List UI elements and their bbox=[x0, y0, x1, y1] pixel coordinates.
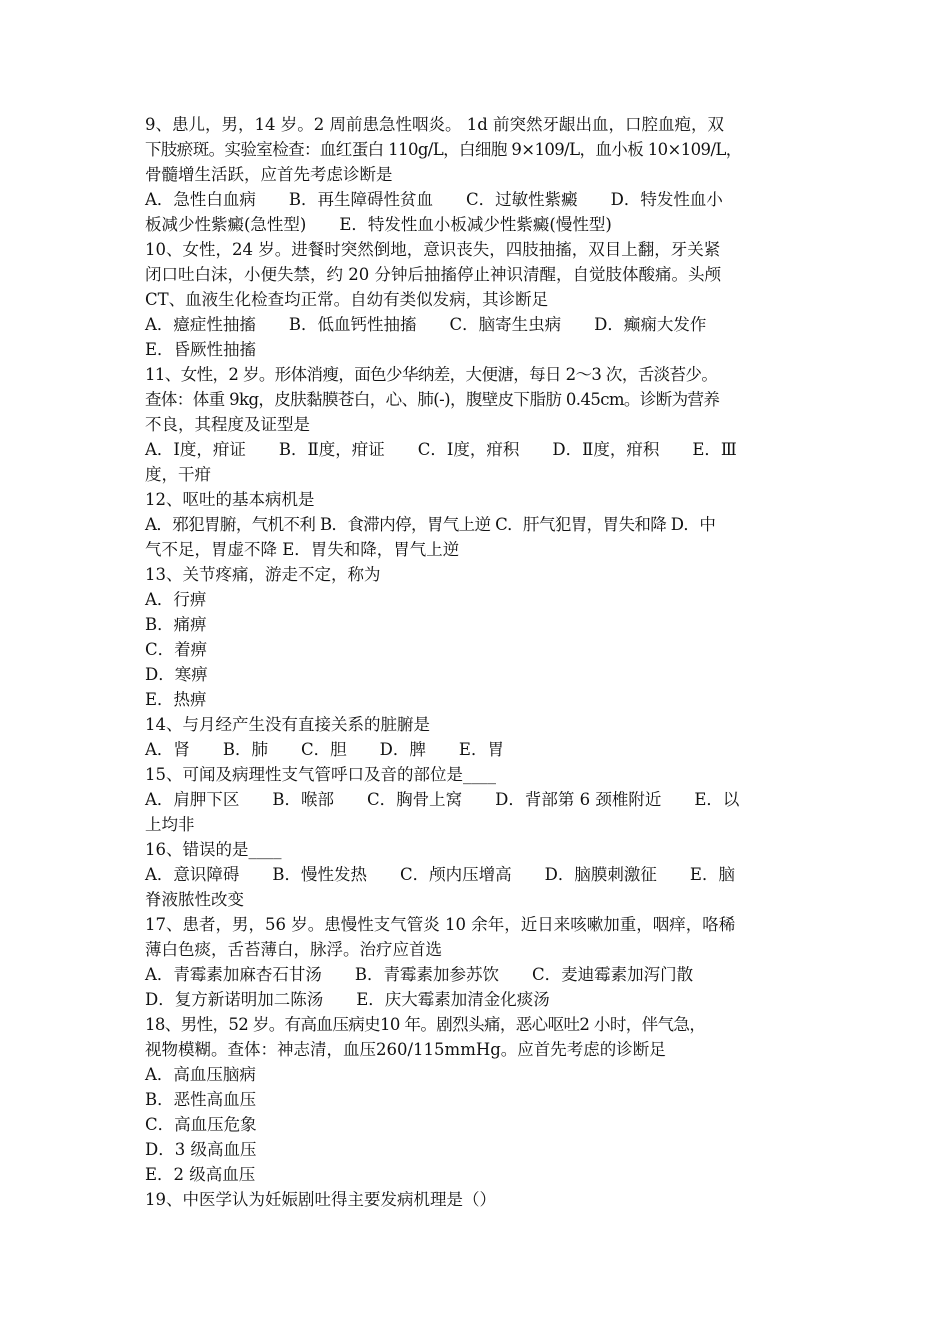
text-line: A．青霉素加麻杏石甘汤 B．青霉素加参苏饮 C．麦迪霉素加泻门散 bbox=[145, 965, 694, 984]
text-line: A．癔症性抽搐 B．低血钙性抽搐 C．脑寄生虫病 D．癫痫大发作 bbox=[145, 315, 707, 334]
document-page bbox=[145, 112, 810, 1212]
text-line: A．Ⅰ度，疳证 B．Ⅱ度，疳证 C．Ⅰ度，疳积 D．Ⅱ度，疳积 E．Ⅲ bbox=[145, 440, 737, 459]
text-line: E．昏厥性抽搐 bbox=[145, 340, 257, 359]
text-line: 16、错误的是____ bbox=[145, 840, 282, 859]
text-line: A．肩胛下区 B．喉部 C．胸骨上窝 D．背部第 6 颈椎附近 E．以 bbox=[145, 790, 740, 809]
text-line: CT、血液生化检查均正常。自幼有类似发病，其诊断足 bbox=[145, 290, 549, 309]
text-line: C．着痹 bbox=[145, 640, 208, 659]
text-line: 不良，其程度及证型是 bbox=[145, 415, 310, 434]
text-line: 薄白色痰，舌苔薄白，脉浮。治疗应首选 bbox=[145, 940, 442, 959]
text-line: A．急性白血病 B．再生障碍性贫血 C．过敏性紫癜 D．特发性血小 bbox=[145, 190, 723, 209]
text-line: B．恶性高血压 bbox=[145, 1090, 257, 1109]
text-line: D．复方新诺明加二陈汤 E．庆大霉素加清金化痰汤 bbox=[145, 990, 550, 1009]
text-line: A．意识障碍 B．慢性发热 C．颅内压增高 D．脑膜刺激征 E．脑 bbox=[145, 865, 735, 884]
text-line: 13、关节疼痛，游走不定，称为 bbox=[145, 565, 381, 584]
text-line: 17、患者，男，56 岁。患慢性支气管炎 10 余年，近日来咳嗽加重，咽痒，咯稀 bbox=[145, 915, 736, 934]
text-line: 脊液脓性改变 bbox=[145, 890, 244, 909]
text-line: 11、女性，2 岁。形体消瘦，面色少华纳差，大便溏，每日 2～3 次，舌淡苔少。 bbox=[145, 365, 718, 384]
text-line: B．痛痹 bbox=[145, 615, 207, 634]
text-line: 9、患儿，男，14 岁。2 周前患急性咽炎。 1d 前突然牙龈出血，口腔血疱，双 bbox=[145, 115, 725, 134]
text-line: 查体：体重 9kg，皮肤黏膜苍白，心、肺(-)，腹壁皮下脂肪 0.45cm。诊断为营养 bbox=[145, 390, 720, 409]
text-line: E．2 级高血压 bbox=[145, 1165, 256, 1184]
text-line: 18、男性，52 岁。有高血压病史10 年。剧烈头痛，恶心呕吐2 小时，伴气急， bbox=[145, 1015, 706, 1034]
text-line: 闭口吐白沫，小便失禁，约 20 分钟后抽搐停止神识清醒，自觉肢体酸痛。头颅 bbox=[145, 265, 721, 284]
text-line: C．高血压危象 bbox=[145, 1115, 257, 1134]
text-line: 度，干疳 bbox=[145, 465, 211, 484]
text-line: 视物模糊。查体：神志清，血压260/115mmHg。应首先考虑的诊断足 bbox=[145, 1040, 666, 1059]
text-line: 14、与月经产生没有直接关系的脏腑是 bbox=[145, 715, 430, 734]
text-line: 骨髓增生活跃，应首先考虑诊断是 bbox=[145, 165, 393, 184]
text-line: D．3 级高血压 bbox=[145, 1140, 257, 1159]
text-line: 12、呕吐的基本病机是 bbox=[145, 490, 315, 509]
text-line: 上均非 bbox=[145, 815, 195, 834]
text-line: 下肢瘀斑。实验室检查：血红蛋白 110g/L，白细胞 9×109/L，血小板 10×109/L， bbox=[145, 140, 742, 159]
text-line: A．行痹 bbox=[145, 590, 207, 609]
text-line: 板减少性紫癜(急性型) E．特发性血小板减少性紫癜(慢性型) bbox=[145, 215, 612, 234]
text-line: D．寒痹 bbox=[145, 665, 208, 684]
text-line: A．肾 B．肺 C．胆 D．脾 E．胃 bbox=[145, 740, 504, 759]
text-line: A．高血压脑病 bbox=[145, 1065, 256, 1084]
text-line: 10、女性，24 岁。进餐时突然倒地，意识丧失，四肢抽搐，双目上翻，牙关紧 bbox=[145, 240, 721, 259]
text-line: A．邪犯胃腑，气机不利 B．食滞内停，胃气上逆 C．肝气犯胃，胃失和降 D．中 bbox=[145, 515, 716, 534]
text-line: 15、可闻及病理性支气管呼口及音的部位是____ bbox=[145, 765, 496, 784]
text-line: E．热痹 bbox=[145, 690, 207, 709]
text-line: 气不足，胃虚不降 E．胃失和降，胃气上逆 bbox=[145, 540, 460, 559]
text-line: 19、中医学认为妊娠剧吐得主要发病机理是（） bbox=[145, 1190, 496, 1209]
